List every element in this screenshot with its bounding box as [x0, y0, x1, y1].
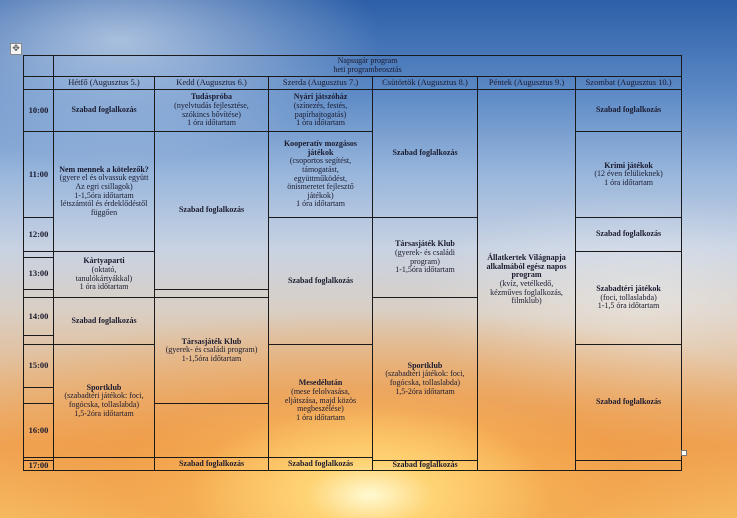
cell-line: fogócska, tollaslabda)	[389, 378, 461, 387]
cell-line: 1 óra időtartam	[187, 118, 236, 128]
cell-mon-1300	[54, 252, 155, 298]
cell-sat-1300	[576, 252, 682, 345]
cell-line: filmklub)	[511, 296, 542, 306]
corner-cell	[24, 56, 54, 77]
cell-line: program)	[410, 256, 440, 266]
table-move-handle-icon[interactable]: ✥	[10, 43, 22, 55]
cell-title: Mesedélután	[298, 378, 343, 388]
cell-line: 1 óra időtartam	[79, 282, 129, 292]
day-header-monday: Hétfő (Augusztus 5.)	[54, 77, 155, 90]
cell-line: 1-1,5óra időtartam	[74, 190, 134, 200]
cell-title: Szabad foglalkozás	[392, 148, 458, 158]
cell-line: kézműves foglalkozás,	[490, 287, 563, 297]
cell-title: Állatkertek Világnapja alkalmából egész napos program	[486, 253, 567, 280]
cell-mon-1000	[54, 90, 155, 132]
cell-line: Az egri csillagok)	[75, 181, 133, 191]
day-header-saturday: Szombat (Augusztus 10.)	[576, 77, 682, 90]
cell-line: 1-1,5óra időtartam	[395, 265, 455, 275]
cell-title: Kooperatív mozgásos játékok	[283, 139, 358, 157]
cell-title: Szabad foglalkozás	[178, 205, 245, 215]
cell-line: 1 óra időtartam	[296, 199, 345, 209]
cell-title: Szabad foglalkozás	[392, 460, 458, 470]
cell-line: tanulókártyákkal)	[75, 273, 133, 283]
cell-line: (kvíz, vetélkedő,	[499, 279, 554, 289]
cell-line: játékok)	[307, 190, 334, 200]
cell-line: eljátszása, majd közös	[284, 395, 357, 405]
time-header-cell	[24, 77, 54, 90]
time-spacer-cell	[24, 290, 54, 298]
cell-line: (foci, tollaslabda)	[600, 292, 657, 302]
time-label-1700: 17:00	[24, 461, 54, 471]
cell-thu-1000	[373, 90, 478, 218]
cell-line: (nyelvtudás fejlesztése,	[174, 100, 249, 110]
cell-title: Szabad foglalkozás	[287, 458, 354, 468]
cell-line: 1-1,5 óra időtartam	[597, 301, 660, 311]
table-resize-handle-icon[interactable]	[681, 450, 687, 456]
cell-title: Tudáspróba	[190, 92, 233, 102]
cell-line: (12 éven felülieknek)	[594, 169, 663, 179]
time-label-1600: 16:00	[24, 404, 54, 458]
cell-line: (gyere el és olvassuk együtt	[59, 173, 149, 183]
cell-title: Szabad foglalkozás	[178, 458, 245, 468]
cell-mon-1100	[54, 132, 155, 252]
cell-line: létszámtól és érdeklődéstől függően	[60, 199, 148, 217]
cell-line: 1 óra időtartam	[604, 177, 653, 187]
cell-fri-allday	[478, 90, 576, 471]
cell-title: Szabad foglalkozás	[287, 275, 354, 285]
cell-line: támogatást,	[302, 164, 339, 174]
cell-thu-1200	[373, 218, 478, 298]
cell-title: Szabad foglalkozás	[595, 229, 662, 239]
cell-line: megbeszélése)	[297, 404, 344, 414]
cell-wed-1000	[269, 90, 373, 132]
cell-line: papírhajtogatás)	[294, 109, 347, 119]
time-label-1100: 11:00	[24, 132, 54, 218]
cell-mon-1400	[54, 298, 155, 345]
day-header-wednesday: Szerda (Augusztus 7.)	[269, 77, 373, 90]
cell-wed-1100	[269, 132, 373, 218]
cell-line: (oktató,	[91, 264, 117, 274]
cell-title: Szabadtéri játékok	[596, 284, 661, 294]
cell-title: Szabad foglalkozás	[595, 397, 662, 407]
schedule-title: Napsugár program	[337, 56, 398, 66]
cell-title: Szabad foglalkozás	[71, 105, 137, 115]
day-header-friday: Péntek (Augusztus 9.)	[478, 77, 576, 90]
day-header-thursday: Csütörtök (Augusztus 8.)	[373, 77, 478, 90]
cell-line: (szabadtéri játékok: foci,	[385, 369, 465, 379]
time-label-1200: 12:00	[24, 218, 54, 252]
day-header-tuesday: Kedd (Augusztus 6.)	[155, 77, 269, 90]
cell-thu-1400	[373, 298, 478, 461]
cell-tue-1700	[155, 458, 269, 471]
cell-title: Krimi játékok	[604, 160, 653, 170]
schedule-table	[23, 55, 682, 471]
time-label-1500: 15:00	[24, 345, 54, 388]
cell-wed-1200	[269, 218, 373, 345]
cell-title: Szabad foglalkozás	[595, 105, 662, 115]
cell-thu-1700	[373, 461, 478, 471]
cell-sat-1200	[576, 218, 682, 252]
cell-wed-1600	[269, 458, 373, 471]
schedule-subtitle: heti programbeosztás	[333, 65, 402, 74]
cell-line: 1 óra időtartam	[296, 412, 345, 422]
cell-title: Nem mennek a kötelezők?	[59, 164, 149, 174]
cell-line: önismeretet fejlesztő	[287, 182, 354, 192]
cell-tue-1000	[155, 90, 269, 132]
cell-line: (szabadtéri játékok: foci,	[64, 391, 144, 401]
cell-line: (gyerek- és családi	[395, 247, 455, 257]
cell-mon-1500	[54, 345, 155, 458]
time-spacer-cell	[24, 388, 54, 404]
cell-title: Társasjáték Klub	[181, 336, 242, 346]
cell-line: 1,5-2óra időtartam	[74, 408, 134, 418]
time-spacer-cell	[24, 336, 54, 345]
cell-sat-1000	[576, 90, 682, 132]
cell-line: (mese felolvasása,	[291, 387, 350, 397]
cell-title: Szabad foglalkozás	[71, 315, 137, 325]
cell-wed-1500	[269, 345, 373, 458]
cell-line: együttműködést,	[293, 173, 348, 183]
cell-sat-1100	[576, 132, 682, 218]
cell-fri-empty	[576, 461, 682, 471]
cell-title: Kártyaparti	[83, 256, 125, 266]
cell-tue-1100	[155, 132, 269, 290]
cell-line: (gyerek- és családi program)	[165, 345, 258, 355]
time-label-1000: 10:00	[24, 90, 54, 132]
cell-title: Nyári játszóház	[293, 92, 348, 102]
cell-title: Sportklub	[86, 382, 122, 392]
cell-title: Sportklub	[407, 360, 443, 370]
schedule-title-cell	[54, 56, 682, 77]
cell-line: fogócska, tollaslabda)	[68, 400, 140, 409]
time-label-1300: 13:00	[24, 258, 54, 290]
cell-mon-empty	[54, 458, 155, 471]
cell-line: (színezés, festés,	[293, 100, 348, 110]
time-label-1400: 14:00	[24, 298, 54, 336]
cell-line: 1-1,5óra időtartam	[181, 353, 242, 363]
cell-line: 1,5-2óra időtartam	[395, 386, 455, 396]
cell-tue-1400	[155, 298, 269, 404]
cell-line: 1 óra időtartam	[296, 118, 345, 128]
cell-line: szókincs bővítése)	[182, 109, 241, 119]
cell-sat-1500	[576, 345, 682, 461]
cell-title: Társasjáték Klub	[395, 239, 455, 249]
cell-line: (csoportos segítést,	[289, 156, 352, 166]
